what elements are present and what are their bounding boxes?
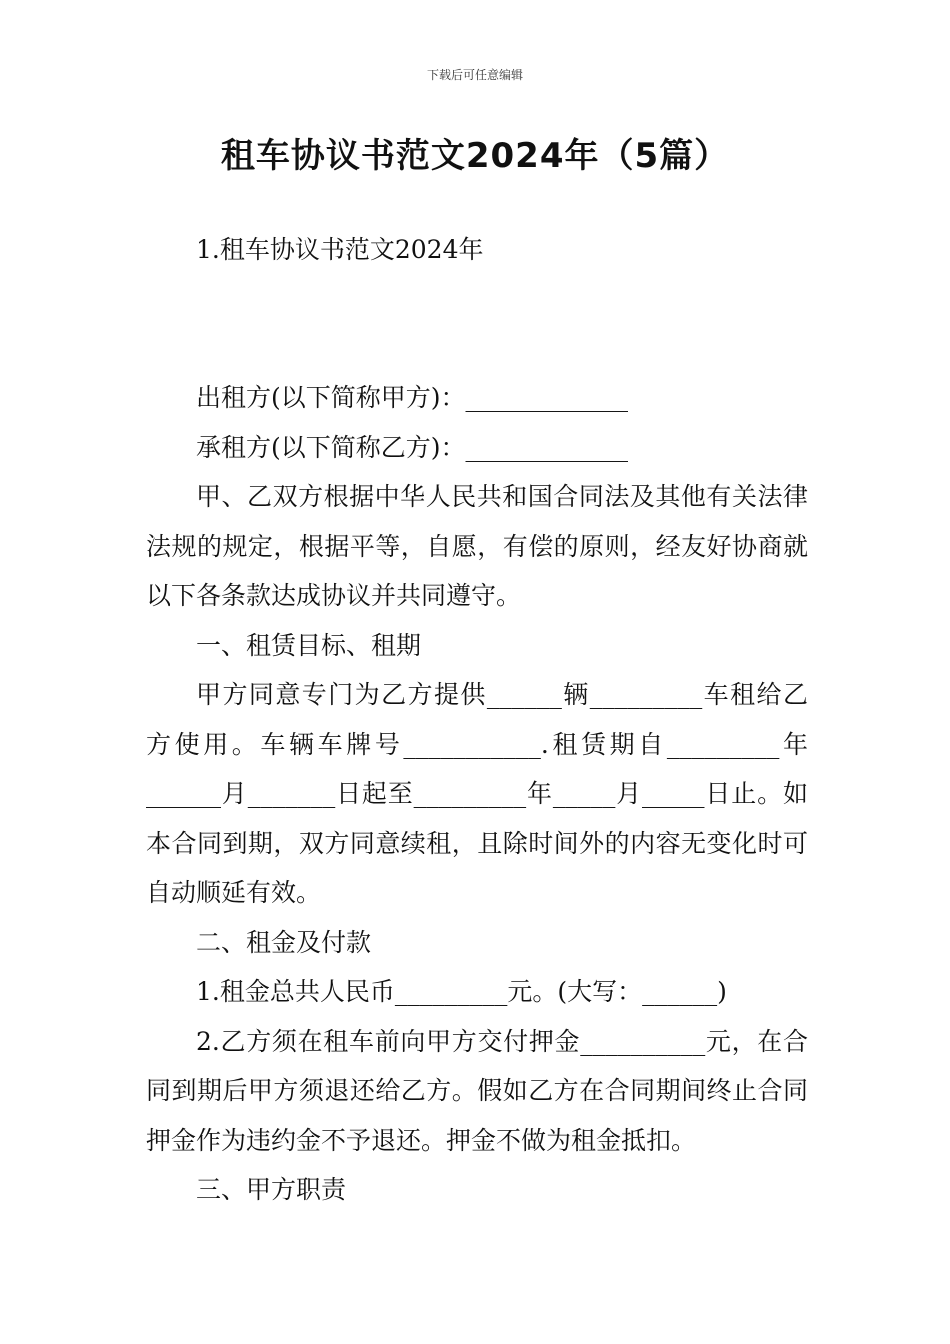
rent-paragraph: 1.租金总共人民币_________元。(大写：______) [196, 977, 727, 1006]
section-heading: 1.租车协议书范文2024年 [196, 235, 484, 264]
page-header-note: 下载后可任意编辑 [426, 68, 523, 82]
clause-heading: 二、租金及付款 [196, 927, 372, 957]
clause-heading: 三、甲方职责 [196, 1175, 347, 1204]
lessee-line: 承租方(以下简称乙方)：_____________ [196, 432, 629, 462]
deposit-paragraph: 2.乙方须在租车前向甲方交付押金__________元，在合同到期后甲方须退还给乙方。假如乙方在合同期间终止合同押金作为违约金不予退还。押金不做为租金抵扣。 [146, 1026, 808, 1155]
lessor-line: 出租方(以下简称甲方)：_____________ [196, 383, 629, 412]
clause-heading: 一、租赁目标、租期 [196, 630, 422, 660]
lease-term-paragraph: 甲方同意专门为乙方提供______辆_________车租给乙方使用。车辆车牌号___________.租赁期自_________年______月_______日起至_________年_____月_____日止。如本合同到期，双方同意续租，且除时间外的内容无变化时可自动顺延有效。 [146, 680, 808, 907]
preamble-paragraph: 甲、乙双方根据中华人民共和国合同法及其他有关法律法规的规定，根据平等，自愿，有偿的原则，经友好协商就以下各条款达成协议并共同遵守。 [146, 482, 808, 610]
document-body [146, 373, 808, 1215]
document-title: 租车协议书范文2024年（5篇） [220, 136, 730, 176]
